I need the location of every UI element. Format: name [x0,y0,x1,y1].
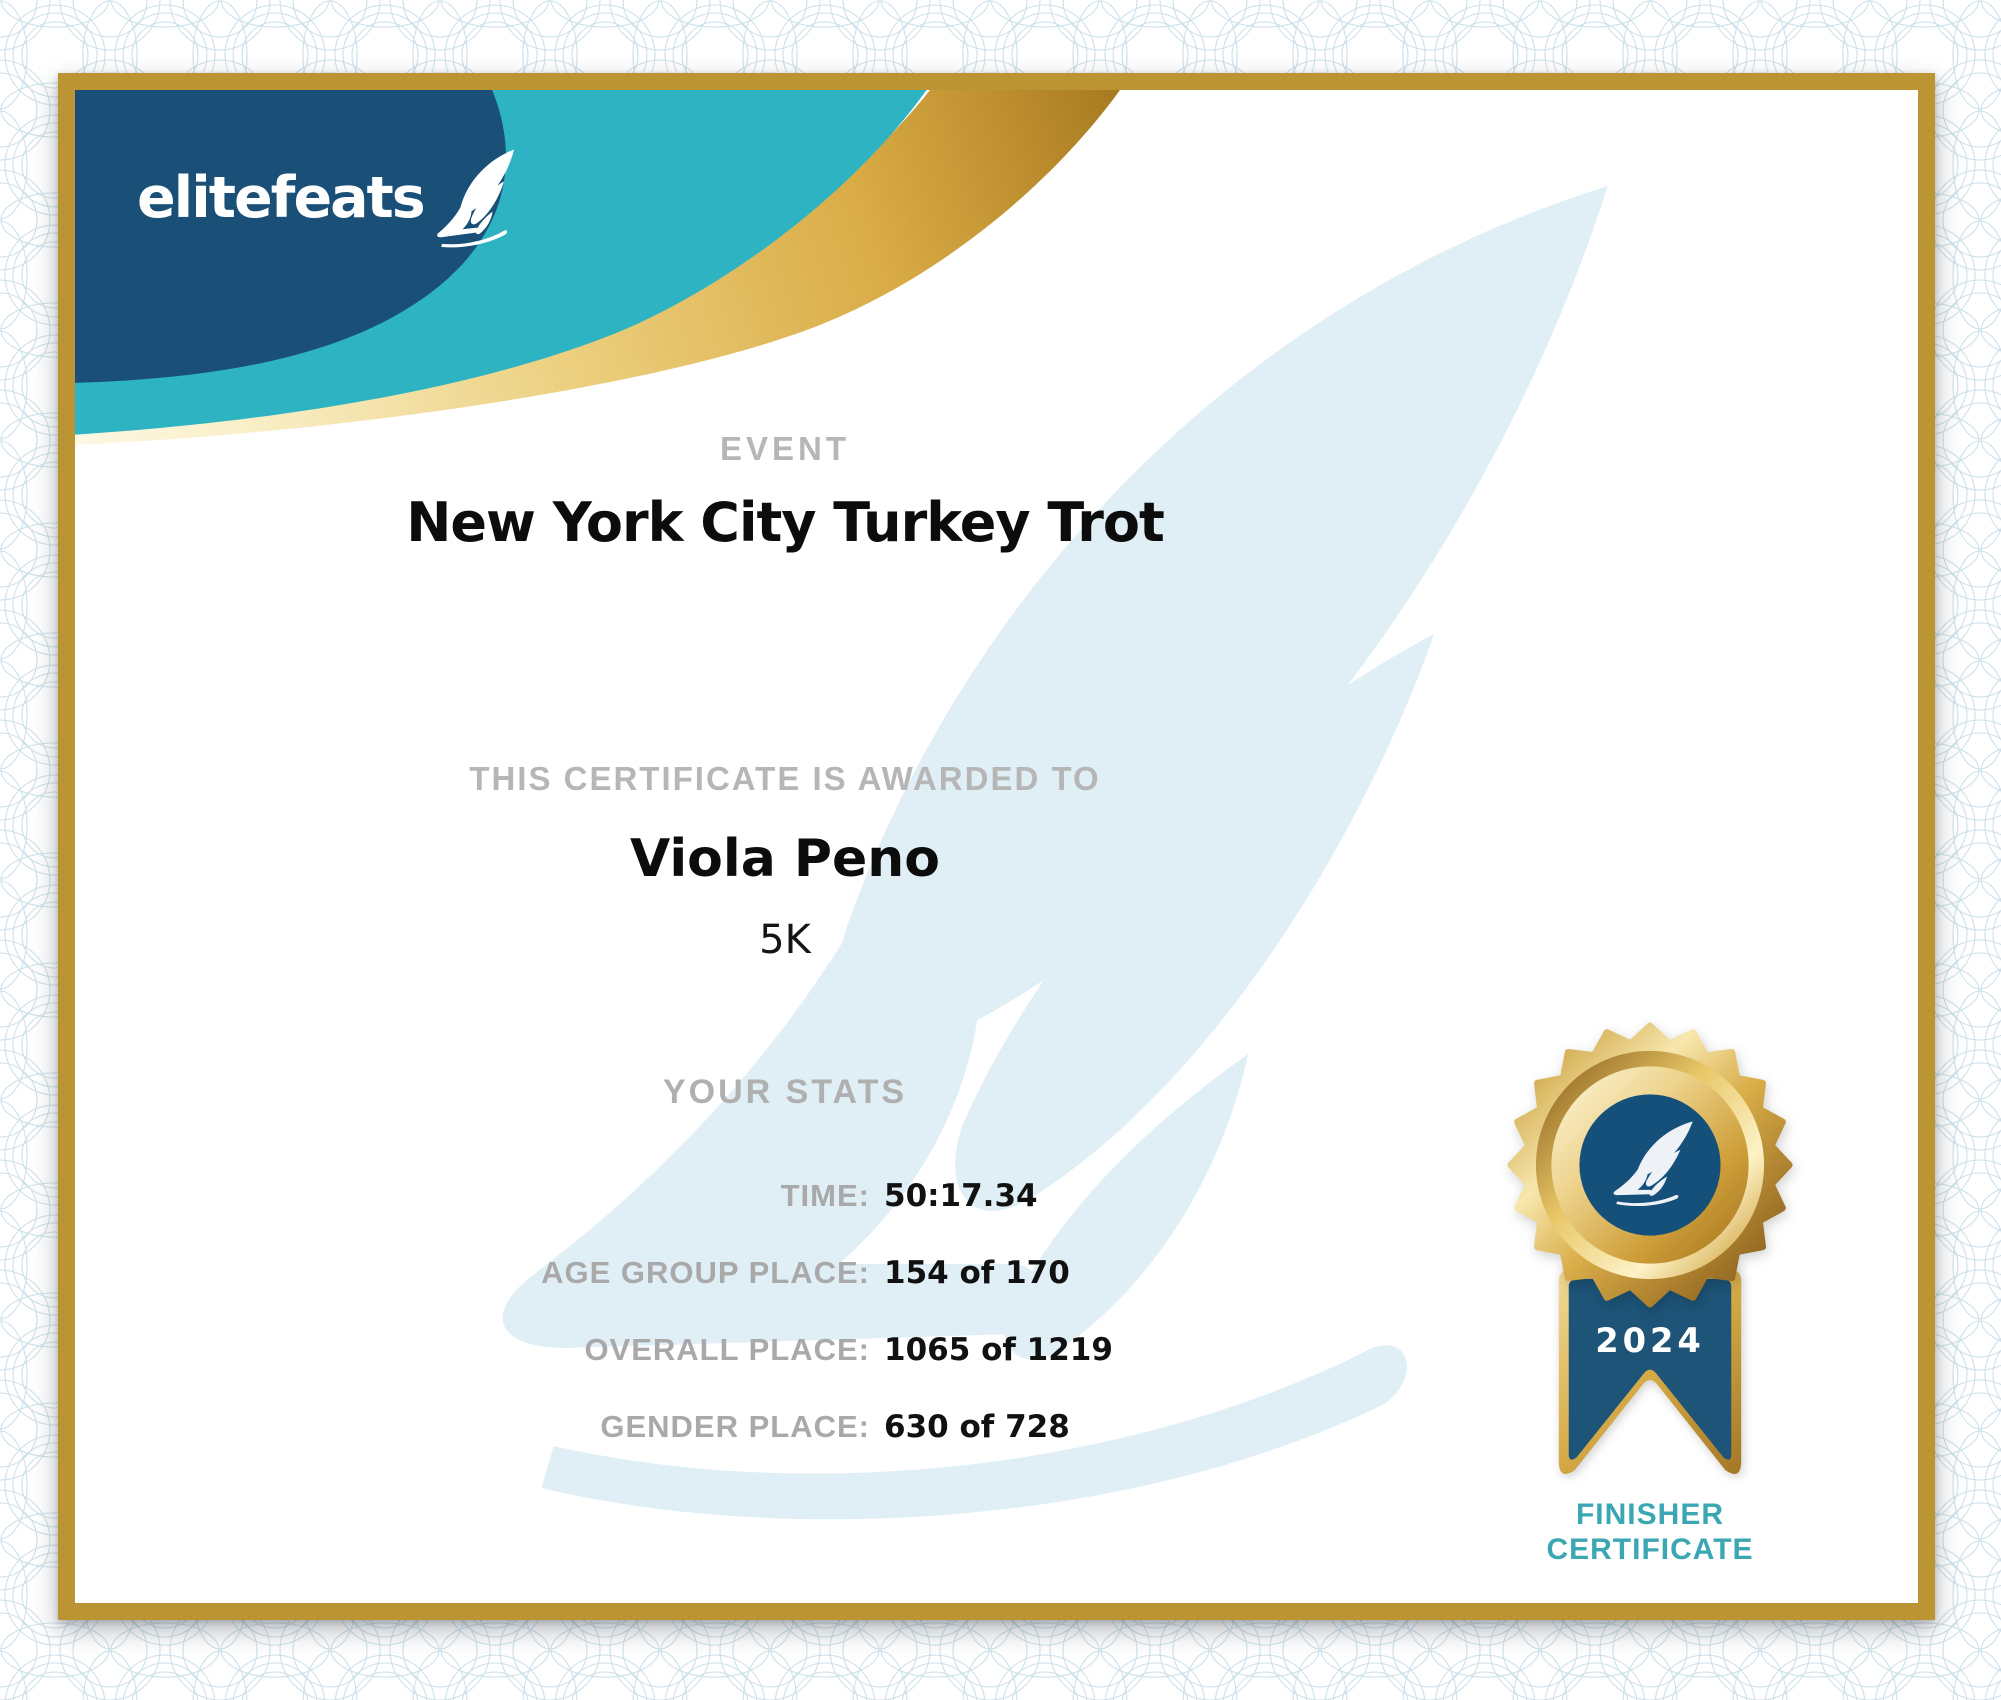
badge-year: 2024 [1595,1321,1705,1361]
winged-foot-icon [420,135,528,264]
finisher-label-line1: FINISHER [1575,1498,1724,1531]
finisher-badge [1495,1020,1805,1567]
stat-row-overall-place [75,1332,1495,1368]
stat-value: 50:17.34 [884,1178,1038,1214]
stats-heading: YOUR STATS [662,1073,908,1111]
award-label: THIS CERTIFICATE IS AWARDED TO [469,760,1101,797]
stats-list [75,1178,1495,1486]
race-distance: 5K [759,917,811,963]
stat-value: 1065 of 1219 [884,1332,1113,1368]
finisher-certificate-label [1495,1497,1805,1567]
event-label: EVENT [719,430,851,467]
stat-row-age-group-place [75,1255,1495,1291]
brand-logo-text: elitefeats [137,165,424,231]
stat-row-gender-place [75,1409,1495,1445]
badge-seal [1505,1020,1795,1310]
stat-value: 154 of 170 [884,1255,1070,1291]
recipient-name: Viola Peno [629,829,941,889]
finisher-label-line2: CERTIFICATE [1546,1533,1754,1566]
event-name: New York City Turkey Trot [406,491,1164,554]
stat-label: GENDER PLACE: [600,1409,870,1444]
certificate-frame [58,73,1935,1620]
stat-value: 630 of 728 [884,1409,1070,1445]
stat-row-time [75,1178,1495,1214]
stat-label: TIME: [780,1178,870,1213]
brand-logo [137,140,522,260]
stat-label: AGE GROUP PLACE: [541,1255,870,1290]
stat-label: OVERALL PLACE: [584,1332,870,1367]
